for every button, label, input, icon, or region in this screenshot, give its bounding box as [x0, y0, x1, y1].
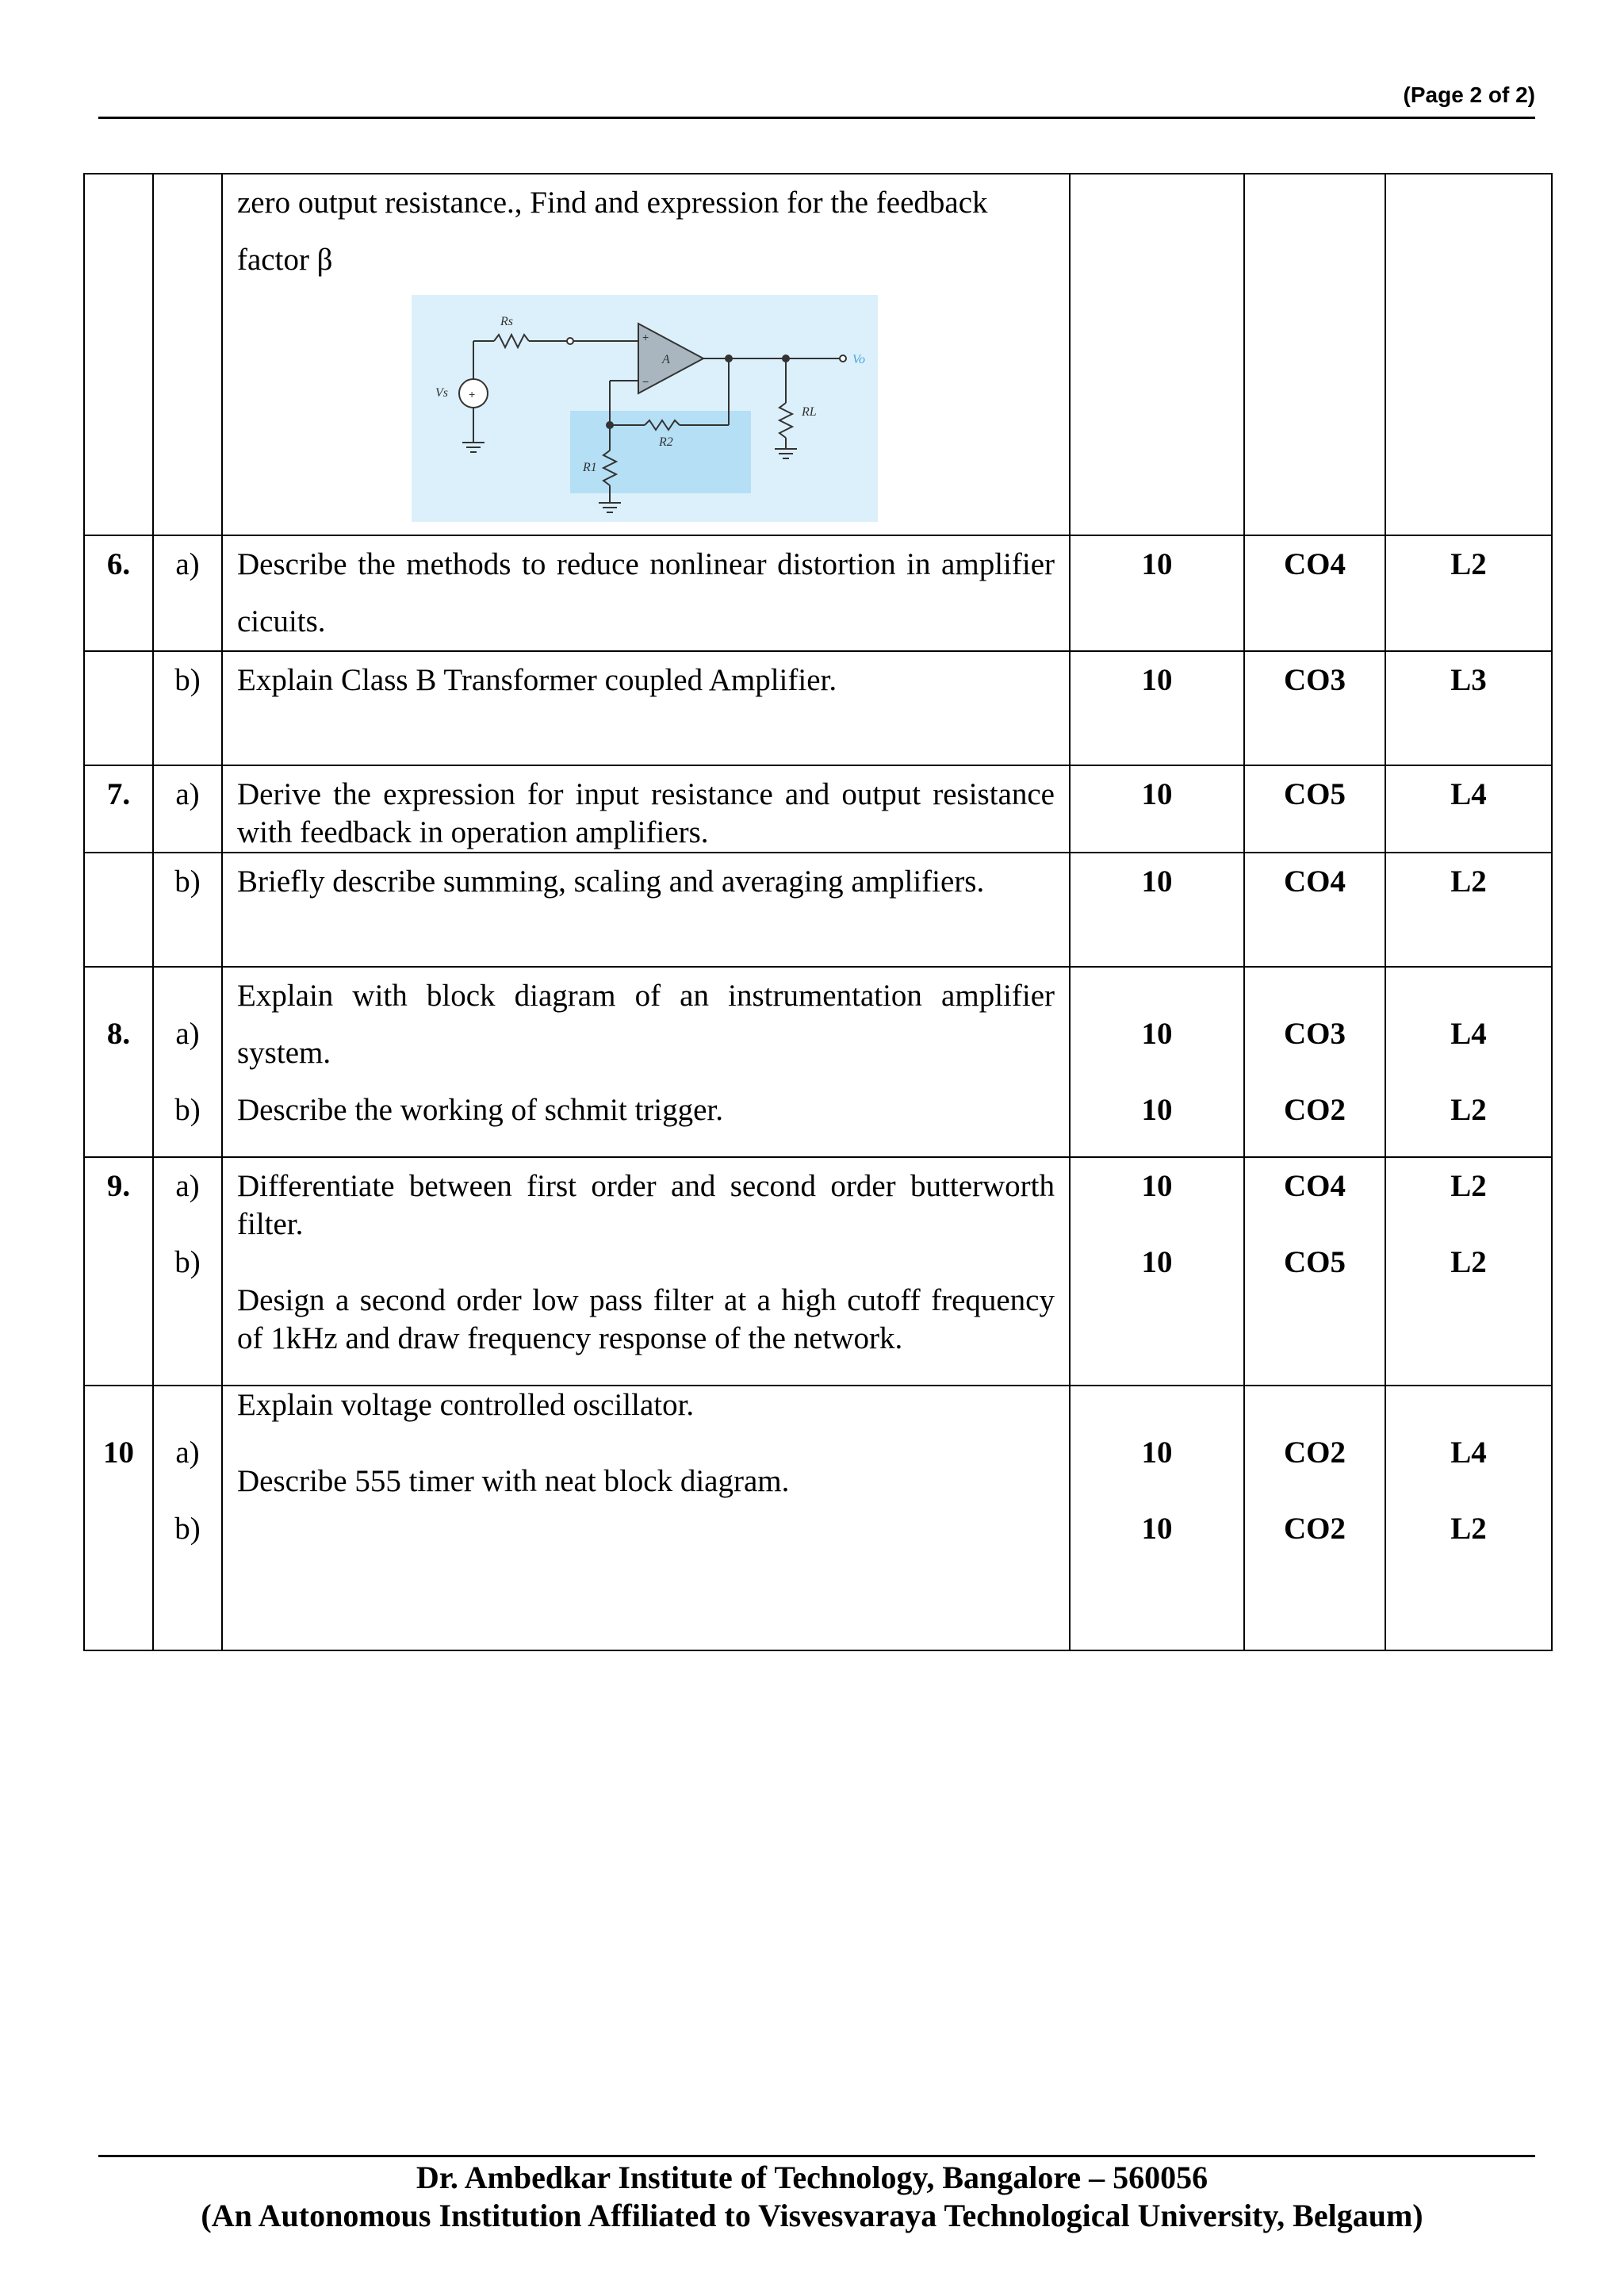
question-number: 8. [84, 967, 153, 1157]
label-rf: R2 [659, 435, 673, 449]
label-source-plus: + [469, 388, 476, 401]
question-number-empty [84, 651, 153, 765]
marks: 10 [1141, 1512, 1173, 1546]
feedback-amplifier-circuit-diagram [412, 295, 878, 522]
subpart-label: a) [153, 535, 222, 651]
footer-affiliation: (An Autonomous Institution Affiliated to Visvesvaraya Technological University, Belgaum) [201, 2198, 1423, 2233]
question-text: Describe the working of schmit trigger. [237, 1093, 724, 1127]
question-number-cell [84, 174, 153, 535]
question-row-8 [84, 967, 1552, 1157]
course-outcome: CO2 [1284, 1512, 1346, 1546]
question-row-5-continuation [84, 174, 1552, 535]
question-text-cell [222, 1157, 1070, 1386]
course-outcome: CO3 [1244, 651, 1385, 765]
subpart-label: a) [175, 1169, 200, 1203]
bloom-level: L2 [1450, 1093, 1487, 1127]
bloom-level: L4 [1385, 765, 1552, 853]
footer-rule [98, 2155, 1535, 2157]
co-cell [1244, 174, 1385, 535]
label-vo: Vo [852, 353, 865, 366]
question-row-6a [84, 535, 1552, 651]
course-outcome: CO4 [1244, 853, 1385, 967]
label-vs: Vs [435, 386, 448, 400]
subpart-label: b) [153, 651, 222, 765]
bloom-level: L4 [1450, 1017, 1487, 1051]
question-table [83, 173, 1553, 1651]
marks: 10 [1141, 1435, 1173, 1470]
question-text-cell [222, 174, 1070, 535]
question-text-cell [222, 967, 1070, 1157]
question-text: Briefly describe summing, scaling and averaging amplifiers. [222, 853, 1070, 967]
question-row-6b [84, 651, 1552, 765]
question-text: Explain voltage controlled oscillator. [237, 1388, 695, 1422]
label-opamp-minus: − [642, 375, 649, 388]
marks: 10 [1070, 765, 1244, 853]
question-text-line: factor β [237, 243, 333, 277]
bloom-level: L2 [1385, 853, 1552, 967]
question-text: Describe the methods to reduce nonlinear distortion in amplifier cicuits. [222, 535, 1070, 651]
subpart-labels-cell [153, 1157, 222, 1386]
question-row-9 [84, 1157, 1552, 1386]
question-number: 10 [84, 1386, 153, 1650]
course-outcome: CO2 [1284, 1435, 1346, 1470]
question-row-10 [84, 1386, 1552, 1650]
label-rl: RL [802, 405, 817, 419]
course-outcome: CO5 [1284, 1245, 1346, 1279]
label-gain-a: A [662, 353, 670, 366]
label-rs: Rs [500, 315, 513, 328]
marks: 10 [1070, 535, 1244, 651]
subpart-label: b) [153, 853, 222, 967]
footer-institution-name: Dr. Ambedkar Institute of Technology, Bangalore – 560056 [416, 2160, 1208, 2195]
course-outcome: CO4 [1284, 1169, 1346, 1203]
subpart-label: a) [175, 1435, 200, 1470]
bloom-level: L2 [1385, 535, 1552, 651]
marks: 10 [1070, 853, 1244, 967]
subpart-cell [153, 174, 222, 535]
bloom-level: L4 [1450, 1435, 1487, 1470]
header-rule [98, 117, 1535, 119]
question-text-cell [222, 1386, 1070, 1650]
label-r1: R1 [583, 461, 597, 474]
co-cell [1244, 1157, 1385, 1386]
subpart-label: b) [174, 1093, 201, 1127]
page-number-label: (Page 2 of 2) [1403, 82, 1535, 107]
question-text: Derive the expression for input resistance and output resistance with feedback in operation amplifiers. [222, 765, 1070, 853]
course-outcome: CO4 [1244, 535, 1385, 651]
level-cell [1385, 967, 1552, 1157]
question-text: Explain Class B Transformer coupled Amplifier. [222, 651, 1070, 765]
level-cell [1385, 1157, 1552, 1386]
marks: 10 [1141, 1017, 1173, 1051]
subpart-label: b) [174, 1512, 201, 1546]
marks: 10 [1141, 1245, 1173, 1279]
question-text: Differentiate between first order and second order butterworth filter. [237, 1169, 1055, 1241]
question-row-7b [84, 853, 1552, 967]
subpart-label: a) [153, 765, 222, 853]
subpart-label: b) [174, 1245, 201, 1279]
marks-cell [1070, 967, 1244, 1157]
level-cell [1385, 1386, 1552, 1650]
course-outcome: CO2 [1284, 1093, 1346, 1127]
co-cell [1244, 967, 1385, 1157]
marks: 10 [1141, 1093, 1173, 1127]
question-row-7a [84, 765, 1552, 853]
bloom-level: L2 [1450, 1512, 1487, 1546]
bloom-level: L2 [1450, 1245, 1487, 1279]
bloom-level: L3 [1385, 651, 1552, 765]
marks-cell [1070, 1386, 1244, 1650]
marks: 10 [1141, 1169, 1173, 1203]
question-text-line: zero output resistance., Find and expression for the feedback [237, 186, 988, 220]
course-outcome: CO3 [1284, 1017, 1346, 1051]
level-cell [1385, 174, 1552, 535]
marks-cell [1070, 1157, 1244, 1386]
question-text: Design a second order low pass filter at a high cutoff frequency of 1kHz and draw frequency response of the network. [237, 1283, 1055, 1355]
marks-cell [1070, 174, 1244, 535]
marks: 10 [1070, 651, 1244, 765]
subpart-labels-cell [153, 967, 222, 1157]
course-outcome: CO5 [1244, 765, 1385, 853]
question-text: Explain with block diagram of an instrumentation amplifier system. [237, 979, 1055, 1070]
question-number: 6. [84, 535, 153, 651]
question-number: 9. [84, 1157, 153, 1386]
subpart-label: a) [175, 1017, 200, 1051]
question-text: Describe 555 timer with neat block diagram. [237, 1464, 790, 1498]
bloom-level: L2 [1450, 1169, 1487, 1203]
subpart-labels-cell [153, 1386, 222, 1650]
question-number: 7. [84, 765, 153, 853]
co-cell [1244, 1386, 1385, 1650]
label-opamp-plus: + [642, 331, 649, 343]
question-number-empty [84, 853, 153, 967]
